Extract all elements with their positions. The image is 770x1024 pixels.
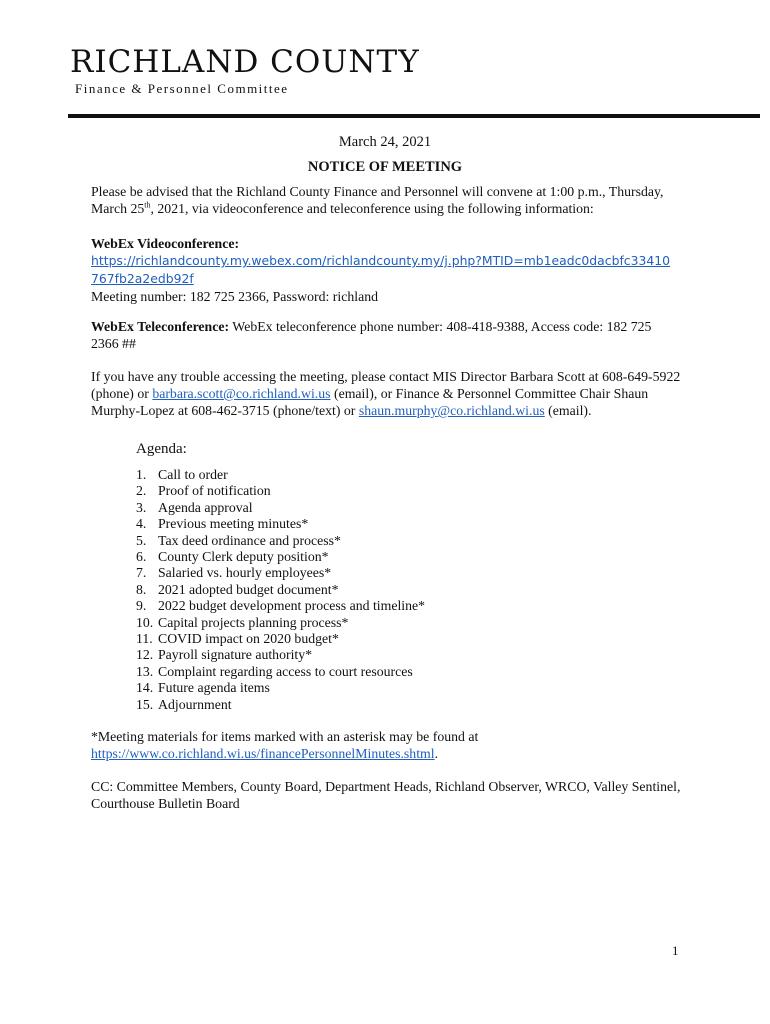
trouble-text-1: If you have any trouble accessing the meeting, please contact MIS Director Barbara Scott at 608-649-5922 (phone) or <box>91 369 681 401</box>
agenda-item <box>136 500 425 516</box>
webex-video-link[interactable]: https://richlandcounty.my.webex.com/richlandcounty.my/j.php?MTID=mb1eadc0dacbfc33410767fb2a2edb92f <box>91 253 671 286</box>
agenda-item-text: Tax deed ordinance and process* <box>158 532 341 548</box>
agenda-item-number: 5. <box>136 532 147 548</box>
agenda-item <box>136 647 425 663</box>
agenda-item-number: 12. <box>136 647 154 663</box>
agenda-item-text: Proof of notification <box>158 483 271 499</box>
agenda-item <box>136 664 425 680</box>
meeting-info: Meeting number: 182 725 2366, Password: richland <box>91 289 379 304</box>
agenda-item-text: Adjournment <box>158 696 232 712</box>
agenda-item <box>136 565 425 581</box>
header-rule <box>68 114 760 118</box>
footnote-end: . <box>434 746 439 761</box>
agenda-item <box>136 615 425 631</box>
footnote-text: *Meeting materials for items marked with an asterisk may be found at <box>91 729 479 744</box>
webex-tele-section <box>91 318 681 352</box>
org-name: RICHLAND COUNTY <box>70 44 420 80</box>
agenda-item <box>136 598 425 614</box>
trouble-text-2: (email), or Finance & Personnel Committee Chair Shaun Murphy-Lopez at 608-462-3715 (phone/text) or <box>91 386 649 418</box>
webex-video-section <box>91 235 681 305</box>
webex-video-label: WebEx Videoconference: <box>91 236 240 251</box>
trouble-text-3: (email). <box>544 403 592 418</box>
agenda-item-number: 14. <box>136 680 154 696</box>
agenda-item-text: Payroll signature authority* <box>158 647 313 663</box>
agenda-item-text: COVID impact on 2020 budget* <box>158 631 339 647</box>
agenda-item <box>136 467 425 483</box>
intro-text-2: , 2021, via videoconference and teleconference using the following information: <box>150 201 594 216</box>
agenda-item-number: 4. <box>136 516 147 532</box>
agenda-item-number: 13. <box>136 663 154 679</box>
agenda-item-text: Call to order <box>158 467 228 482</box>
agenda-item-number: 10. <box>136 614 154 630</box>
agenda-item-number: 11. <box>136 631 153 647</box>
agenda-item-number: 15. <box>136 696 154 712</box>
intro-paragraph <box>91 183 681 217</box>
footnote-paragraph <box>91 728 681 762</box>
notice-title: NOTICE OF MEETING <box>307 159 463 175</box>
committee-name: Finance & Personnel Committee <box>75 81 289 96</box>
agenda-item <box>136 680 425 696</box>
agenda-item <box>136 516 425 532</box>
intro-text-1: Please be advised that the Richland County Finance and Personnel will convene at 1:00 p.m., Thursday, March 25 <box>91 184 664 216</box>
agenda-item-number: 3. <box>136 499 147 515</box>
agenda-title: Agenda: <box>136 441 187 457</box>
agenda-item-text: Complaint regarding access to court resources <box>158 663 413 679</box>
agenda-item-number: 6. <box>136 549 147 565</box>
agenda-item <box>136 483 425 499</box>
trouble-paragraph <box>91 368 681 419</box>
agenda-list <box>136 467 425 713</box>
agenda-item-text: Future agenda items <box>158 680 270 696</box>
agenda-item <box>136 631 425 647</box>
agenda-item <box>136 549 425 565</box>
agenda-item-number: 1. <box>136 467 147 482</box>
webex-tele-text: WebEx teleconference phone number: 408-418-9388, Access code: 182 725 2366 ## <box>91 319 652 351</box>
email-link-shaun[interactable]: shaun.murphy@co.richland.wi.us <box>358 403 545 418</box>
agenda-item-text: 2022 budget development process and timeline* <box>158 598 426 614</box>
email-link-barbara[interactable]: barbara.scott@co.richland.wi.us <box>152 386 331 401</box>
agenda-item-text: Salaried vs. hourly employees* <box>158 565 332 581</box>
cc-paragraph: CC: Committee Members, County Board, Department Heads, Richland Observer, WRCO, Valley Sentinel, Courthouse Bulletin Board <box>91 779 681 811</box>
minutes-link[interactable]: https://www.co.richland.wi.us/financePersonnelMinutes.shtml <box>91 746 435 761</box>
agenda-item-text: Agenda approval <box>158 499 253 515</box>
intro-superscript: th <box>144 200 151 210</box>
agenda-item-number: 8. <box>136 581 147 597</box>
agenda-item-text: Previous meeting minutes* <box>158 516 309 532</box>
agenda-item <box>136 697 425 713</box>
agenda-item <box>136 533 425 549</box>
agenda-item-number: 9. <box>136 598 147 614</box>
agenda-item <box>136 582 425 598</box>
agenda-item-text: County Clerk deputy position* <box>158 549 329 565</box>
agenda-item-text: Capital projects planning process* <box>158 614 349 630</box>
webex-tele-label: WebEx Teleconference: <box>91 319 230 334</box>
page-number: 1 <box>672 943 679 958</box>
agenda-item-number: 7. <box>136 565 147 581</box>
agenda-item-text: 2021 adopted budget document* <box>158 581 339 597</box>
agenda-item-number: 2. <box>136 483 147 499</box>
notice-date: March 24, 2021 <box>338 134 432 150</box>
